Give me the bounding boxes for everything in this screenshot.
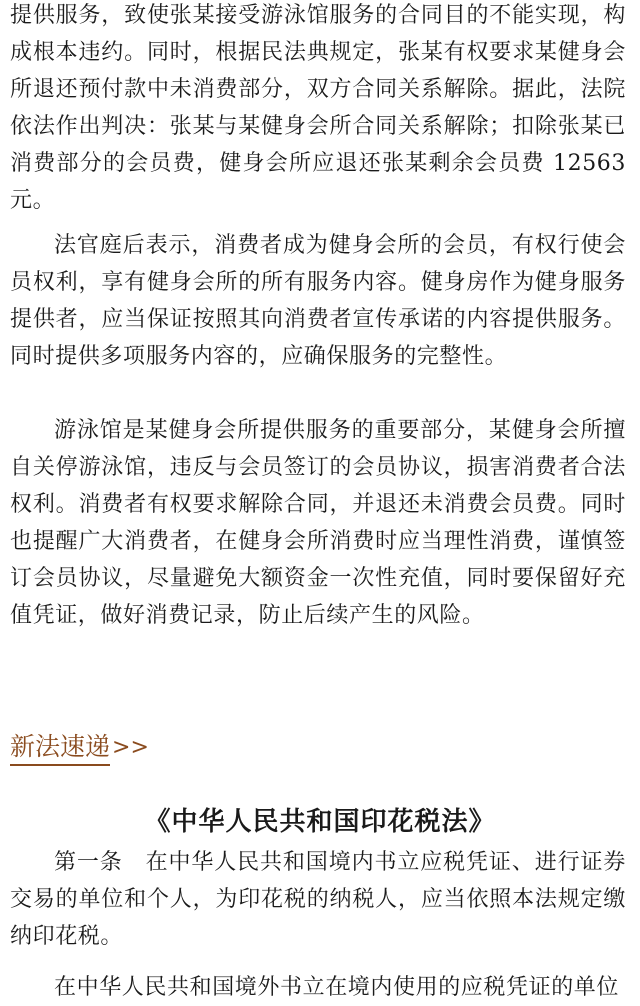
- section-header-new-law[interactable]: [10, 728, 149, 768]
- law-article-paragraph-2: 在中华人民共和国境外书立在境内使用的应税凭证的单位: [54, 975, 620, 1000]
- double-chevron-right-icon: >>: [112, 735, 149, 760]
- section-header-label: 新法速递: [10, 730, 110, 766]
- law-article-1: 第一条 在中华人民共和国境内书立应税凭证、进行证券交易的单位和个人，为印花税的纳税人，应当依照本法规定缴纳印花税。: [10, 850, 626, 949]
- article-paragraph-3: 游泳馆是某健身会所提供服务的重要部分，某健身会所擅自关停游泳馆，违反与会员签订的会员协议，损害消费者合法权利。消费者有权要求解除合同，并退还未消费会员费。同时也提醒广大消费者，在健身会所消费时应当理性消费，谨慎签订会员协议，尽量避免大额资金一次性充值，同时要保留好充值凭证，做好消费记录，防止后续产生的风险。: [10, 418, 626, 628]
- article-paragraph-1: 提供服务，致使张某接受游泳馆服务的合同目的不能实现，构成根本违约。同时，根据民法典规定，张某有权要求某健身会所退还预付款中未消费部分，双方合同关系解除。据此，法院依法作出判决：张某与某健身会所合同关系解除；扣除张某已消费部分的会员费，健身会所应退还张某剩余会员费 12563 元。: [10, 3, 626, 213]
- law-title: 《中华人民共和国印花税法》: [144, 807, 496, 837]
- article-paragraph-2: 法官庭后表示，消费者成为健身会所的会员，有权行使会员权利，享有健身会所的所有服务内容。健身房作为健身服务提供者，应当保证按照其向消费者宣传承诺的内容提供服务。同时提供多项服务内容的，应确保服务的完整性。: [10, 233, 626, 369]
